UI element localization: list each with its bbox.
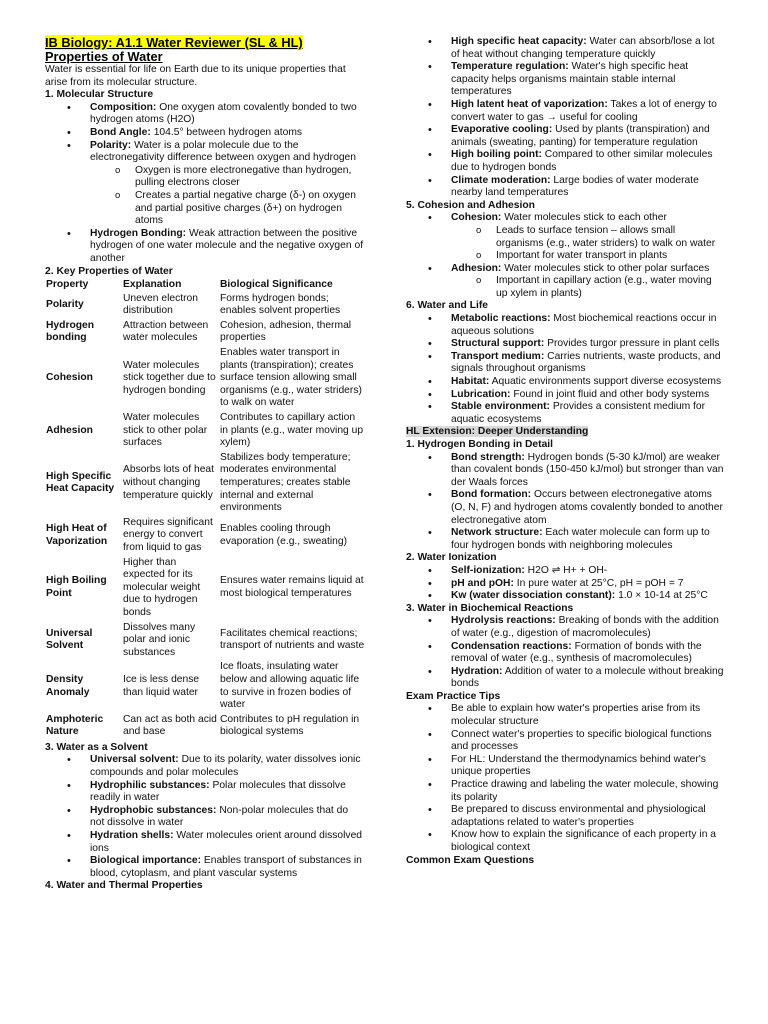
column-header: Property [46,279,89,291]
column-header: Explanation [123,279,182,291]
section-1-list [45,102,365,266]
list-item: • Hydration shells: Water molecules orient around dissolved ions [45,830,365,855]
sub-list-item: o Oxygen is more electronegative than hydrogen, pulling electrons closer [90,165,365,190]
list-item: • Adhesion: Water molecules stick to other polar surfaces o Important in capillary action (e.g., water moving up xylem in plants) [406,263,724,301]
list-item: • Know how to explain the significance of each property in a biological context [406,829,724,854]
hl-extension-heading: HL Extension: Deeper Understanding [406,426,589,438]
list-item: • Hydrogen Bonding: Weak attraction between the positive hydrogen of one water molecule and the negative oxygen of another [45,228,365,266]
list-item: • Habitat: Aquatic environments support diverse ecosystems [406,376,724,389]
section-6-heading: 6. Water and Life [406,300,489,312]
list-item: • For HL: Understand the thermodynamics behind water's unique properties [406,754,724,779]
left-column [45,36,365,893]
list-item: • Self-ionization: H2O ⇌ H+ + OH- [406,565,724,578]
list-item: • Stable environment: Provides a consistent medium for aquatic ecosystems [406,401,724,426]
list-item: • Metabolic reactions: Most biochemical reactions occur in aqueous solutions [406,313,724,338]
hl-2-heading: 2. Water Ionization [406,552,497,564]
table-row: Polarity Uneven electron distribution Forms hydrogen bonds; enables solvent properties [46,292,341,317]
list-item: • Lubrication: Found in joint fluid and other body systems [406,389,724,402]
list-item: • Bond Angle: 104.5° between hydrogen atoms [45,127,365,140]
section-3-heading: 3. Water as a Solvent [45,741,148,753]
list-item: • Hydrolysis reactions: Breaking of bonds with the addition of water (e.g., digestion of macromolecules) [406,615,724,640]
list-item: • Bond formation: Occurs between electronegative atoms (O, N, F) and hydrogen atoms covalently bonded to another electronegative atom [406,489,724,527]
list-item: • Network structure: Each water molecule can form up to four hydrogen bonds with neighboring molecules [406,527,724,552]
list-item: • Be prepared to discuss environmental and physiological adaptations related to water's properties [406,804,724,829]
table-row: High Specific Heat Capacity Absorbs lots of heat without changing temperature quickly Stabilizes body temperature; moderates environmental temperatures; creates stable internal and external environments [46,451,351,514]
hl-1-list [406,452,724,553]
list-item: • Temperature regulation: Water's high specific heat capacity helps organisms maintain stable internal temperatures [406,61,724,99]
list-item: • Evaporative cooling: Used by plants (transpiration) and animals (sweating, panting) for temperature regulation [406,124,724,149]
table-row: Amphoteric Nature Can act as both acid and base Contributes to pH regulation in biological systems [46,713,360,738]
list-item: • Bond strength: Hydrogen bonds (5-30 kJ/mol) are weaker than covalent bonds (150-450 kJ/mol) but stronger than van der Waals forces [406,452,724,490]
list-item: • Universal solvent: Due to its polarity, water dissolves ionic compounds and polar molecules [45,754,365,779]
section-1-heading: 1. Molecular Structure [45,89,154,101]
table-row: High Heat of Vaporization Requires significant energy to convert from liquid to gas Enables cooling through evaporation (e.g., sweating) [46,516,348,553]
table-row: Hydrogen bonding Attraction between water molecules Cohesion, adhesion, thermal properties [46,319,352,344]
right-column [406,36,724,867]
list-item: • Hydration: Addition of water to a molecule without breaking bonds [406,666,724,691]
list-item: • Transport medium: Carries nutrients, waste products, and signals throughout organisms [406,351,724,376]
list-item: • High boiling point: Compared to other similar molecules due to hydrogen bonds [406,149,724,174]
section-3-list [45,754,365,880]
list-item: • Cohesion: Water molecules stick to each other o Leads to surface tension – allows small organisms (e.g., water striders) to walk on water o Important for water transport in plants [406,212,724,262]
list-item: • Composition: One oxygen atom covalently bonded to two hydrogen atoms (H2O) [45,102,365,127]
hl-2-list [406,565,724,603]
table-row: High Boiling Point Higher than expected for its molecular weight due to hydrogen bonds Ensures water remains liquid at most biological temperatures [46,556,364,618]
polarity-sublist [90,165,365,228]
section-4-list [406,36,724,200]
section-4-heading: 4. Water and Thermal Properties [45,880,203,892]
exam-tips-list [406,703,724,854]
table-row: Density Anomaly Ice is less dense than liquid water Ice floats, insulating water below and allowing aquatic life to survive in frozen bodies of water [46,661,360,711]
table-header-row [45,279,365,292]
sub-list-item: o Important in capillary action (e.g., water moving up xylem in plants) [451,275,724,300]
list-item: • pH and pOH: In pure water at 25°C, pH = pOH = 7 [406,578,724,591]
list-item: • Biological importance: Enables transport of substances in blood, cytoplasm, and plant vascular systems [45,855,365,880]
hl-1-heading: 1. Hydrogen Bonding in Detail [406,439,554,450]
list-item: • Polarity: Water is a polar molecule due to the electronegativity difference between oxygen and hydrogen o Oxygen is more electronegative than hydrogen, pulling electrons closer o Creates a partial negative charge (δ-) on oxygen and partial positive charges (δ+) on hydrogen atoms [45,140,365,228]
document-title [45,36,365,64]
column-header: Biological Significance [220,279,333,291]
table-row: Adhesion Water molecules stick to other polar surfaces Contributes to capillary action in plants (e.g., water moving up xylem) [46,412,364,449]
list-item: • Connect water's properties to specific biological functions and processes [406,729,724,754]
list-item: • Climate moderation: Large bodies of water moderate nearby land temperatures [406,175,724,200]
hl-3-list [406,615,724,691]
sub-list-item: o Leads to surface tension – allows small organisms (e.g., water striders) to walk on water [451,225,724,250]
list-item: • Kw (water dissociation constant): 1.0 × 10-14 at 25°C [406,590,724,603]
list-item: • High specific heat capacity: Water can absorb/lose a lot of heat without changing temperature quickly [406,36,724,61]
cohesion-sublist [451,225,724,263]
list-item: • Hydrophilic substances: Polar molecules that dissolve readily in water [45,780,365,805]
list-item: • Practice drawing and labeling the water molecule, showing its polarity [406,779,724,804]
exam-tips-heading: Exam Practice Tips [406,690,501,702]
list-item: • Be able to explain how water's properties arise from its molecular structure [406,703,724,728]
adhesion-sublist [451,275,724,300]
common-questions-heading: Common Exam Questions [406,854,535,866]
section-6-list [406,313,724,426]
table-row: Universal Solvent Dissolves many polar and ionic substances Facilitates chemical reactions; transport of nutrients and waste [46,621,365,658]
intro-paragraph: Water is essential for life on Earth due to its unique properties that arise from its molecular structure. [45,64,346,88]
list-item: • Structural support: Provides turgor pressure in plant cells [406,338,724,351]
sub-list-item: o Creates a partial negative charge (δ-) on oxygen and partial positive charges (δ+) on hydrogen atoms [90,190,365,228]
title-line-1: IB Biology: A1.1 Water Reviewer (SL & HL) [45,35,303,50]
section-5-heading: 5. Cohesion and Adhesion [406,199,535,211]
sub-list-item: o Important for water transport in plants [451,250,724,263]
list-item: • Condensation reactions: Formation of bonds with the removal of water (e.g., synthesis of macromolecules) [406,641,724,666]
title-line-2: Properties of Water [45,49,163,64]
list-item: • Hydrophobic substances: Non-polar molecules that do not dissolve in water [45,805,365,830]
list-item: • High latent heat of vaporization: Takes a lot of energy to convert water to gas → useful for cooling [406,99,724,124]
section-2-heading: 2. Key Properties of Water [45,265,173,277]
section-5-list [406,212,724,300]
properties-table [45,279,365,740]
table-row: Cohesion Water molecules stick together due to hydrogen bonding Enables water transport in plants (transpiration); creates surface tension allowing small organisms (e.g., water striders) to walk on water [46,347,362,409]
hl-3-heading: 3. Water in Biochemical Reactions [406,602,574,614]
